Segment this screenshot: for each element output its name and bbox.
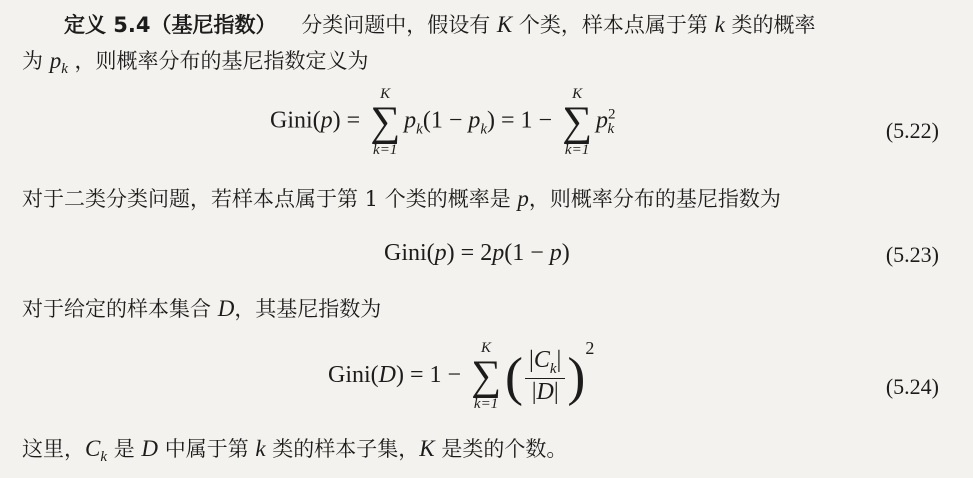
binary-case-line (22, 186, 781, 212)
body-text: 对于二类分类问题，若样本点属于第 1 个类的概率是 (22, 187, 511, 211)
equation-number: (5.22) (885, 118, 939, 143)
var-k: k (255, 436, 266, 461)
sum-symbol: K ∑ k=1 (370, 86, 401, 158)
body-text: 中属于第 (164, 437, 249, 461)
subscript-k: k (100, 449, 108, 466)
definition-text: 类的概率 (731, 13, 816, 37)
equation-5-23: Gini(p) = 2p(1 − p) (384, 240, 570, 266)
sample-set-line (22, 296, 381, 322)
var-K: K (419, 436, 435, 461)
var-k: k (714, 12, 725, 37)
definition-line-2 (22, 48, 369, 82)
definition-text: ，则概率分布的基尼指数定义为 (74, 49, 369, 73)
definition-text: 为 (22, 49, 43, 73)
equation-5-22: Gini(p) = K ∑ k=1 $p_k(1 - p_k) = 1$ − K ∑ k=1 $p^2_k$ (270, 86, 616, 158)
body-text: 这里， (22, 437, 85, 461)
var-D: D (141, 436, 159, 461)
equation-number: (5.23) (885, 242, 939, 267)
sum-symbol: K ∑ k=1 (471, 340, 502, 413)
body-text: 是 (113, 437, 135, 461)
definition-text: 分类问题中，假设有 (301, 13, 491, 37)
definition-line-1 (64, 12, 816, 38)
var-K: K (496, 12, 513, 37)
body-text: ，则概率分布的基尼指数为 (528, 187, 781, 211)
explanation-line (22, 436, 567, 470)
var-p: p (49, 48, 62, 73)
subscript-k: k (61, 61, 68, 78)
equation-5-24: Gini(D) = 1 − K ∑ k=1 ( $\frac{|C_k|}{|D|}$ )$^2$ (328, 338, 595, 413)
fraction: $\frac{|C_k|}{|D|}$ (525, 347, 565, 406)
body-text: 对于给定的样本集合 (22, 297, 211, 321)
equation-number: (5.24) (885, 374, 939, 399)
definition-text: 个类，样本点属于第 (518, 13, 708, 37)
definition-label: 定义 5.4（基尼指数） (64, 13, 277, 37)
sum-symbol: K ∑ k=1 (562, 86, 593, 158)
var-C: C (85, 436, 101, 461)
var-p: p (517, 186, 529, 211)
body-text: 是类的个数。 (441, 437, 568, 461)
body-text: 类的样本子集， (272, 437, 420, 461)
var-D: D (217, 296, 235, 321)
body-text: ，其基尼指数为 (234, 297, 382, 321)
